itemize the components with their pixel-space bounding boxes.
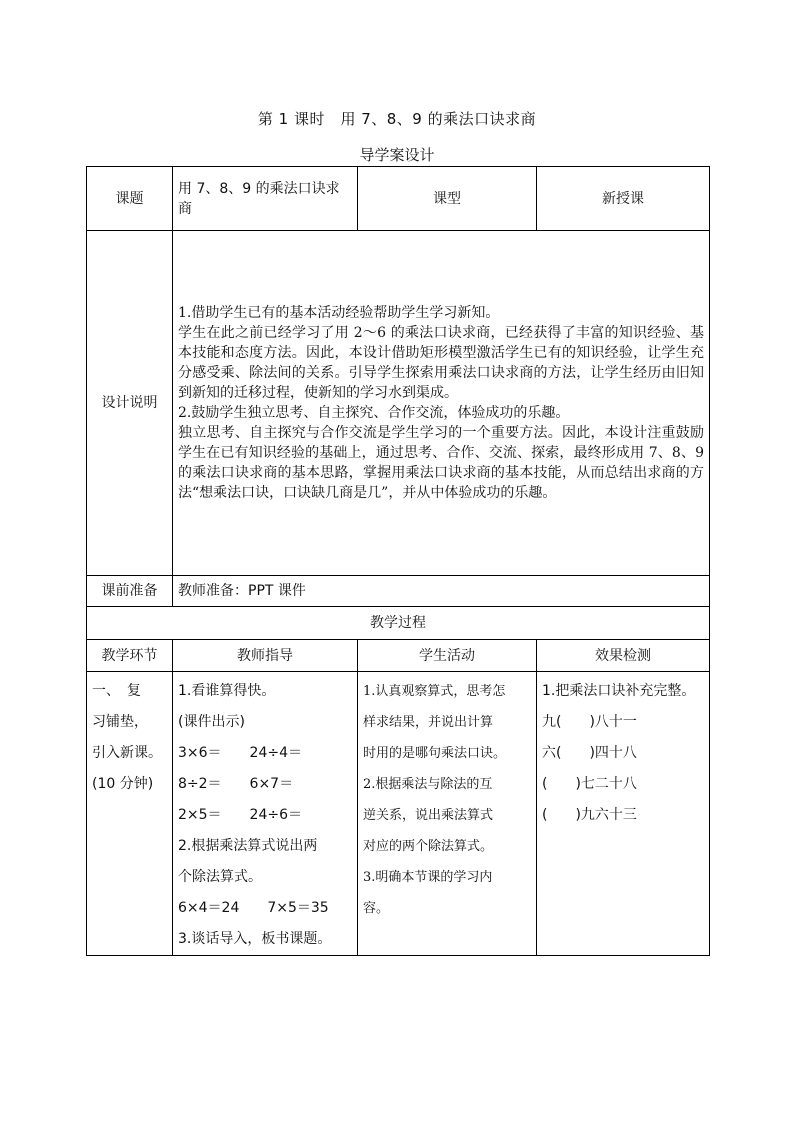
process-row — [87, 672, 710, 956]
prep-label: 课前准备 — [87, 576, 173, 607]
type-label: 课型 — [358, 167, 537, 231]
process-heading-row — [87, 607, 710, 640]
teacher-line: 2×5＝ 24÷6＝ — [178, 807, 302, 823]
teacher-line: 3×6＝ 24÷4＝ — [178, 745, 302, 761]
check-line: 六( )四十八 — [542, 745, 637, 761]
stage-line: 习铺垫， — [92, 714, 148, 730]
teacher-line: (课件出示) — [178, 714, 245, 730]
lesson-plan-table — [86, 166, 710, 956]
design-paragraph: 1.借助学生已有的基本活动经验帮助学生学习新知。 — [178, 305, 500, 321]
process-heading: 教学过程 — [87, 607, 710, 640]
design-paragraph: 独立思考、自主探究与合作交流是学生学习的一个重要方法。因此，本设计注重鼓励学生在已有知识经验的基础上，通过思考、合作、交流、探索，最终形成用 7、8、9 的乘法口诀求商的基本思路，掌握用乘法口诀求商的基本技能，从而总结出求商的方法“想乘法口诀，口诀缺几商是几”，并从中体验成功的乐趣。 — [178, 425, 704, 501]
design-label: 设计说明 — [87, 231, 173, 576]
teacher-line: 个除法算式。 — [178, 869, 262, 885]
design-paragraph: 2.鼓励学生独立思考、自主探究、合作交流，体验成功的乐趣。 — [178, 405, 570, 421]
column-header-check: 效果检测 — [537, 640, 710, 672]
prep-value: 教师准备：PPT 课件 — [173, 576, 710, 607]
teacher-line: 6×4＝24 7×5＝35 — [178, 900, 329, 916]
stage-line: (10 分钟) — [92, 776, 154, 792]
check-cell — [537, 672, 710, 956]
topic-row — [87, 167, 710, 231]
check-line: 1.把乘法口诀补充完整。 — [542, 683, 696, 699]
student-line: 1.认真观察算式，思考怎 — [363, 684, 506, 699]
design-content — [173, 231, 710, 576]
stage-line: 一、 复 — [92, 683, 141, 699]
teacher-line: 1.看谁算得快。 — [178, 683, 276, 699]
check-line: ( )七二十八 — [542, 776, 637, 792]
type-value: 新授课 — [537, 167, 710, 231]
student-line: 时用的是哪句乘法口诀。 — [363, 746, 507, 761]
column-header-teacher: 教师指导 — [173, 640, 358, 672]
design-paragraph: 学生在此之前已经学习了用 2～6 的乘法口诀求商，已经获得了丰富的知识经验、基本技能和态度方法。因此，本设计借助矩形模型激活学生已有的知识经验，让学生充分感受乘、除法间的关系。引导学生探索用乘法口诀求商的方法，让学生经历由旧知到新知的迁移过程，使新知的学习水到渠成。 — [178, 325, 704, 401]
page-subtitle: 导学案设计 — [359, 146, 435, 164]
check-line: ( )九六十三 — [542, 807, 637, 823]
teacher-line: 3.谈话导入，板书课题。 — [178, 931, 332, 947]
process-columns-row — [87, 640, 710, 672]
student-line: 对应的两个除法算式。 — [363, 839, 494, 854]
prep-row — [87, 576, 710, 607]
student-cell — [358, 672, 537, 956]
column-header-student: 学生活动 — [358, 640, 537, 672]
design-row — [87, 231, 710, 576]
student-line: 样求结果，并说出计算 — [363, 715, 494, 730]
student-line: 3.明确本节课的学习内 — [363, 870, 493, 885]
check-line: 九( )八十一 — [542, 714, 637, 730]
topic-label: 课题 — [87, 167, 173, 231]
stage-cell — [87, 672, 173, 956]
column-header-stage: 教学环节 — [87, 640, 173, 672]
student-line: 容。 — [363, 901, 390, 916]
student-line: 逆关系，说出乘法算式 — [363, 808, 494, 823]
topic-value: 用 7、8、9 的乘法口诀求商 — [173, 167, 358, 231]
teacher-line: 2.根据乘法算式说出两 — [178, 838, 318, 854]
page-title: 第 1 课时 用 7、8、9 的乘法口诀求商 — [257, 110, 537, 128]
teacher-line: 8÷2＝ 6×7＝ — [178, 776, 294, 792]
teacher-cell — [173, 672, 358, 956]
student-line: 2.根据乘法与除法的互 — [363, 777, 493, 792]
stage-line: 引入新课。 — [92, 745, 162, 761]
